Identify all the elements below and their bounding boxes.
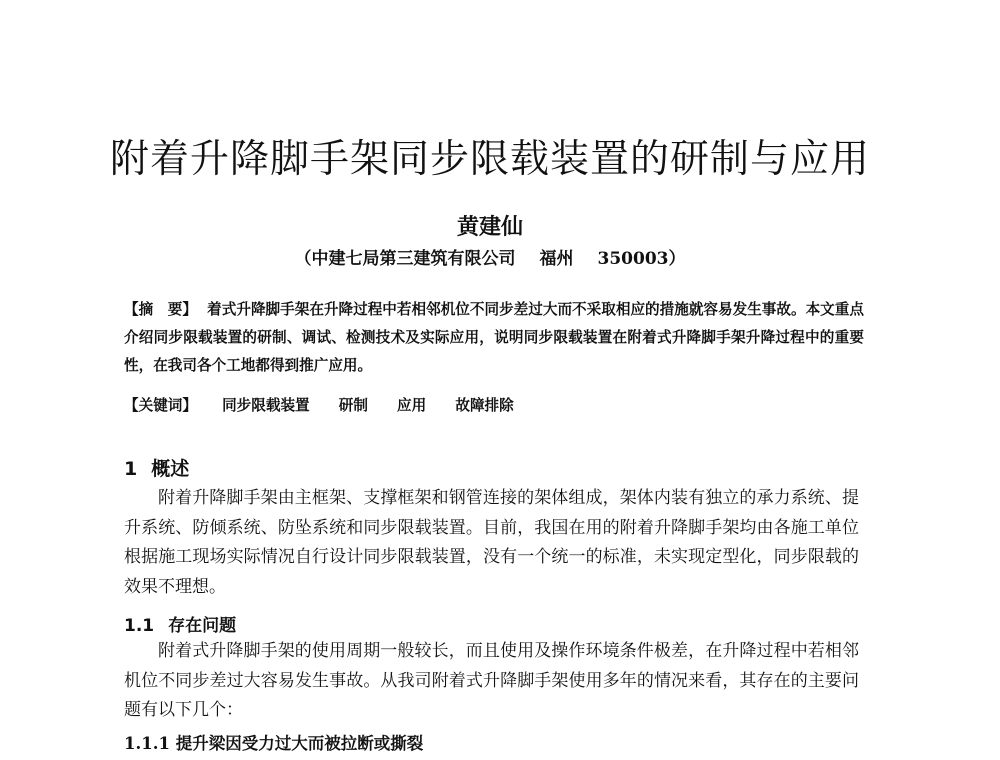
section-title: 概述 <box>151 458 190 480</box>
author-name: 黄建仙 <box>456 215 523 240</box>
section-number: 1.1 <box>124 616 155 636</box>
section-number: 1 <box>124 458 138 480</box>
section-title: 提升梁因受力过大而被拉断或撕裂 <box>175 734 424 753</box>
affiliation-close-paren: ） <box>668 249 686 269</box>
author-affiliation <box>0 244 980 269</box>
affiliation-postcode: 350003 <box>597 249 669 269</box>
keyword-item: 研制 <box>338 397 368 414</box>
keyword-item: 故障排除 <box>455 397 514 414</box>
keywords <box>124 394 864 415</box>
section-heading-1-1-1 <box>124 730 423 754</box>
abstract-text: 着式升降脚手架在升降过程中若相邻机位不同步差过大而不采取相应的措施就容易发生事故。本文重点介绍同步限载装置的研制、调试、检测技术及实际应用，说明同步限载装置在附着式升降脚手架升降过程中的重要性，在我司各个工地都得到推广应用。 <box>124 301 864 374</box>
section-heading-1-1 <box>124 611 236 636</box>
section-1-paragraph: 附着升降脚手架由主框架、支撑框架和钢管连接的架体组成，架体内装有独立的承力系统、提升系统、防倾系统、防坠系统和同步限载装置。目前，我国在用的附着升降脚手架均由各施工单位根据施工现场实际情况自行设计同步限载装置，没有一个统一的标准，未实现定型化，同步限载的效果不理想。 <box>124 488 859 597</box>
keyword-item: 应用 <box>397 397 427 414</box>
section-title: 存在问题 <box>168 616 237 636</box>
affiliation-open-paren: （ <box>294 249 312 269</box>
keyword-item: 同步限载装置 <box>222 397 310 414</box>
section-number: 1.1.1 <box>124 734 170 753</box>
keywords-label: 【关键词】 <box>124 397 197 414</box>
affiliation-organization: 中建七局第三建筑有限公司 <box>311 249 516 269</box>
affiliation-city: 福州 <box>539 249 574 269</box>
section-1-1-paragraph: 附着式升降脚手架的使用周期一般较长，而且使用及操作环境条件极差，在升降过程中若相邻机位不同步差过大容易发生事故。从我司附着式升降脚手架使用多年的情况来看，其存在的主要问题有以下几个： <box>124 641 859 720</box>
section-heading-1 <box>124 454 189 481</box>
paper-title: 附着升降脚手架同步限载装置的研制与应用 <box>109 137 870 182</box>
abstract <box>124 296 864 380</box>
abstract-label: 【摘 要】 <box>124 301 197 318</box>
